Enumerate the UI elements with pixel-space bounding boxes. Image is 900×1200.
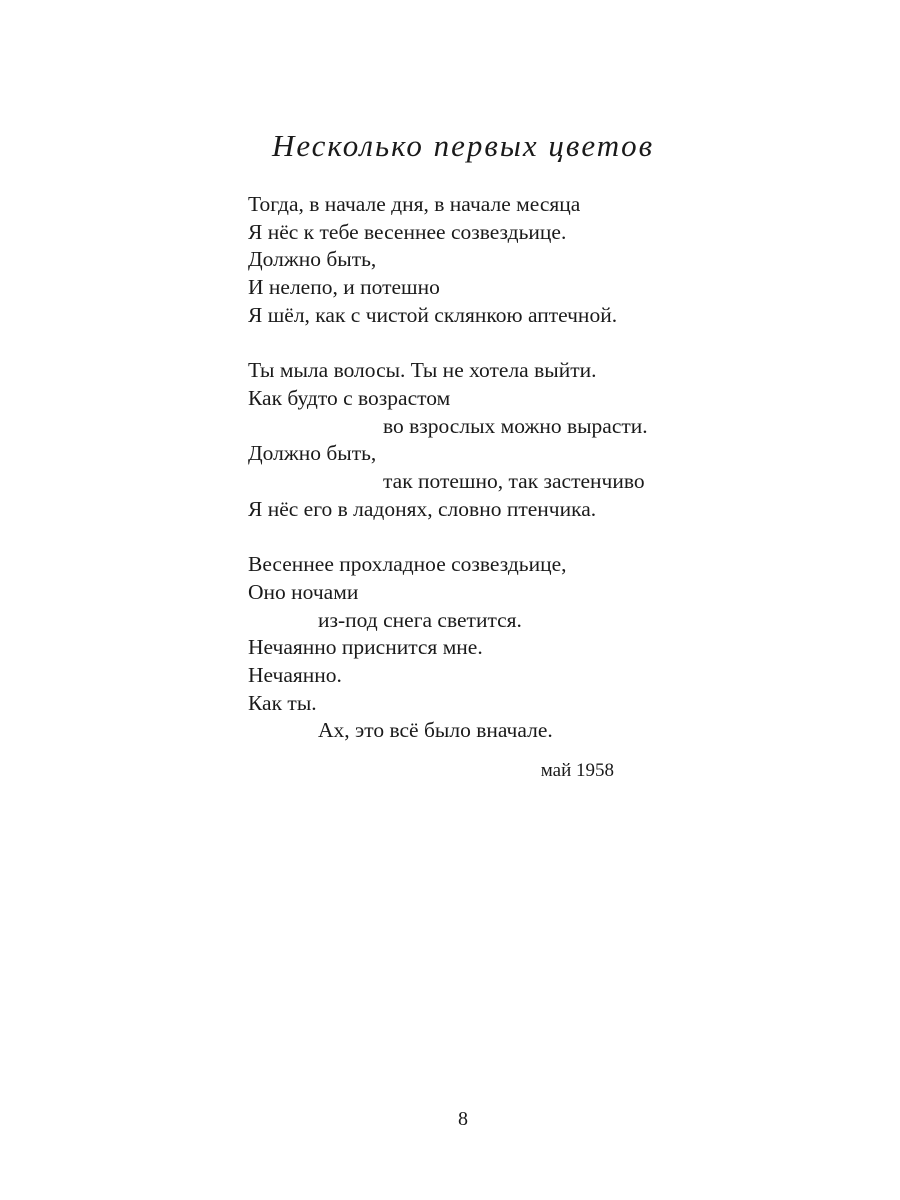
poem-line: Весеннее прохладное созвездьице, (248, 552, 567, 577)
poem-date: май 1958 (540, 760, 614, 781)
poem-line: Ты мыла волосы. Ты не хотела выйти. (248, 358, 597, 383)
poem-line: Я нёс к тебе весеннее созвездьице. (248, 219, 567, 244)
poem-line: Нечаянно. (248, 662, 342, 687)
poem-line: Я нёс его в ладонях, словно птенчика. (248, 496, 597, 521)
poem-line: Как будто с возрастом (248, 385, 451, 410)
poem-line: Как ты. (248, 690, 317, 715)
stanza (248, 551, 768, 745)
stanza (248, 191, 768, 330)
page-number: 8 (458, 1108, 468, 1130)
stanza (248, 357, 768, 523)
poem-line: Я шёл, как с чистой склянкою аптечной. (248, 302, 618, 327)
poem-body (248, 191, 768, 773)
poem-line: из-под снега светится. (318, 607, 522, 632)
poem-line: Оно ночами (248, 579, 359, 604)
poem-line: Нечаянно приснится мне. (248, 635, 483, 660)
poem-title: Несколько первых цветов (271, 128, 655, 163)
poem-line: Ах, это всё было вначале. (318, 718, 553, 743)
poem-line: Должно быть, (248, 441, 377, 466)
poem-line: во взрослых можно вырасти. (383, 413, 648, 438)
poem-line: Тогда, в начале дня, в начале месяца (248, 192, 581, 216)
poem-line: И нелепо, и потешно (248, 275, 440, 300)
poem-line: Должно быть, (248, 247, 377, 272)
poem-line: так потешно, так застенчиво (383, 469, 645, 494)
